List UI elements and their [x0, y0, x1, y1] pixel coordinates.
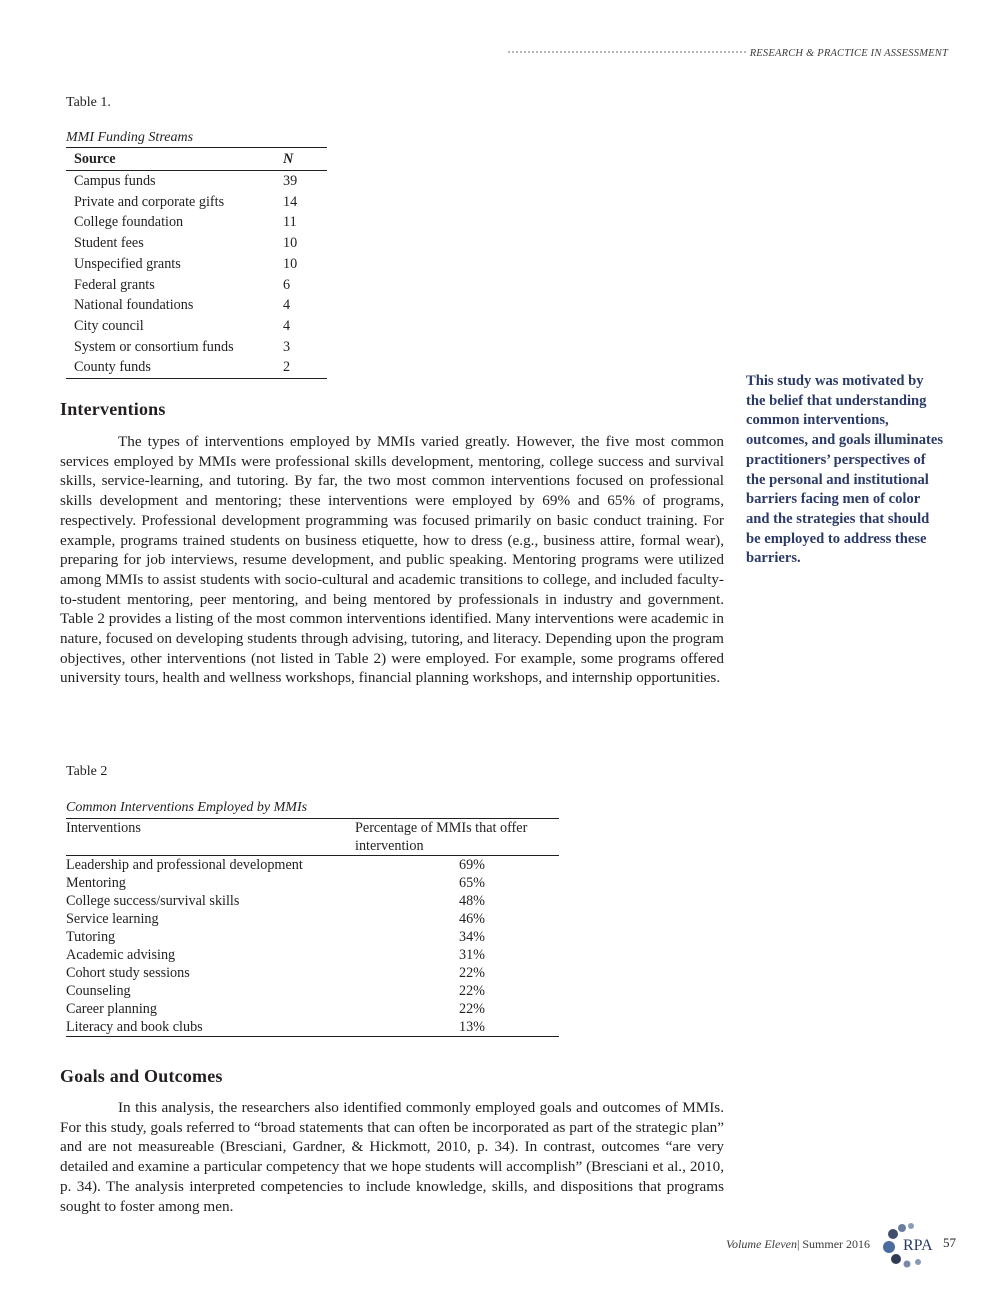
table1-cell: 4: [283, 297, 291, 314]
table2-row: [66, 964, 559, 982]
table2-cell: Leadership and professional development: [66, 857, 303, 873]
table2-row: [66, 946, 559, 964]
section-heading-goals-outcomes: Goals and Outcomes: [60, 1066, 223, 1086]
table1-cell: 11: [283, 214, 297, 231]
footer-volume: Volume Eleven: [726, 1237, 797, 1251]
table2-cell: 31%: [458, 947, 485, 963]
goals-outcomes-paragraph-text: In this analysis, the researchers also identified commonly employed goals and outcomes of MMIs. For this study, goals referred to “broad statements that can often be incorporated as part of the strategic plan” and are not measureable (Bresciani, Gardner, & Hickmott, 2010, p. 34). In contrast, outcomes “are very detailed and examine a particular competency that we hope students will accomplish” (Bresciani et al., 2010, p. 34). The analysis interpreted competencies to include knowledge, skills, and dispositions that programs sought to foster among men.: [60, 1099, 724, 1215]
table1-row: [66, 254, 327, 275]
logo-dot: [883, 1241, 895, 1253]
goals-outcomes-paragraph: [60, 1098, 724, 1216]
table2-cell: 48%: [458, 893, 485, 909]
table1-row: [66, 357, 327, 378]
table1-row: [66, 233, 327, 254]
table1-row: [66, 171, 327, 192]
table1-row: [66, 337, 327, 358]
table1-cell: College foundation: [74, 214, 184, 231]
table1-cell: 3: [283, 338, 291, 355]
table2-col-percentage: Percentage of MMIs that offer intervention: [355, 819, 559, 856]
interventions-paragraph-text: The types of interventions employed by MMIs varied greatly. However, the five most common services employed by MMIs were professional skills development, mentoring, college success and survival skills, service-learning, and tutoring. By far, the two most common interventions focused on professional skills development and mentoring; these interventions were employed by 69% and 65% of programs, respectively. Professional development programming was focused primarily on basic conduct training. For example, programs trained students on business etiquette, how to dress (e.g., business attire, formal wear), preparing for job interviews, resume development, and public speaking. Mentoring programs were utilized among MMIs to assist students with socio-cultural and academic transitions to college, and included faculty-to-student mentoring, peer mentoring, and being mentored by professionals in industry and government. Table 2 provides a listing of the most common interventions identified. Many interventions were academic in nature, focused on developing students through advising, tutoring, and literacy. Depending upon the program objectives, other interventions (not listed in Table 2) were employed. For example, some programs offered university tours, health and wellness workshops, financial planning workshops, and internship opportunities.: [60, 433, 724, 687]
table2-cell: 22%: [458, 1001, 485, 1017]
table2-cell: 34%: [458, 929, 485, 945]
table2-cell: Literacy and book clubs: [66, 1019, 203, 1035]
table2-title: Common Interventions Employed by MMIs: [66, 800, 308, 815]
logo-dot: [898, 1224, 906, 1232]
table2-cell: 13%: [458, 1019, 485, 1035]
table1-cell: System or consortium funds: [74, 338, 234, 355]
footer-issue: [726, 1237, 870, 1252]
logo-dot: [888, 1229, 898, 1239]
table2-col-interventions: Interventions: [66, 819, 355, 856]
table1-cell: Unspecified grants: [74, 255, 181, 272]
logo-dot: [891, 1254, 901, 1264]
table2-cell: Counseling: [66, 983, 131, 999]
table1-cell: Campus funds: [74, 173, 156, 189]
table2-row: [66, 1018, 559, 1037]
table1-cell: 10: [283, 255, 298, 272]
table2-cell: 69%: [458, 857, 485, 873]
table2-header-row: [66, 819, 559, 856]
rpa-logo-icon: [880, 1222, 936, 1268]
table2-cell: 65%: [458, 875, 485, 891]
table1-label: Table 1.: [66, 95, 111, 110]
table1-cell: Private and corporate gifts: [74, 193, 225, 210]
interventions-paragraph: [60, 432, 724, 688]
table1-row: [66, 295, 327, 316]
table2-cell: Service learning: [66, 911, 159, 927]
table2-body: [66, 856, 559, 1037]
table1-col-source: Source: [66, 148, 283, 171]
table1-cell: City council: [74, 317, 144, 334]
table1-row: [66, 316, 327, 337]
logo-dot: [915, 1259, 921, 1265]
table2-cell: Mentoring: [66, 875, 126, 891]
logo-dot: [908, 1223, 914, 1229]
table2-cell: Academic advising: [66, 947, 176, 963]
logo-dot: [904, 1261, 911, 1268]
table2-row: [66, 874, 559, 892]
page-number: 57: [943, 1235, 956, 1250]
footer-season: Summer 2016: [802, 1237, 871, 1251]
table1-cell: National foundations: [74, 297, 194, 314]
table1-cell: Federal grants: [74, 276, 155, 293]
table1-col-n: N: [283, 148, 327, 171]
table2-cell: Career planning: [66, 1001, 157, 1017]
table2-cell: 22%: [458, 965, 485, 981]
table1-header-row: [66, 148, 327, 171]
table2-cell: 22%: [458, 983, 485, 999]
table2-row: [66, 910, 559, 928]
table1-title: MMI Funding Streams: [66, 130, 194, 145]
table1-cell: County funds: [74, 359, 151, 376]
table1-cell: 6: [283, 276, 291, 293]
running-header: [508, 48, 948, 59]
table2-row: [66, 982, 559, 1000]
table2: [66, 818, 559, 1037]
table1-row: [66, 192, 327, 213]
running-title: RESEARCH & PRACTICE IN ASSESSMENT: [749, 48, 948, 59]
table1-cell: Student fees: [74, 235, 144, 252]
table2-cell: Cohort study sessions: [66, 965, 190, 981]
table2-cell: Tutoring: [66, 929, 116, 945]
table2-label: Table 2: [66, 764, 108, 779]
table1-body: [66, 171, 327, 379]
table2-row: [66, 856, 559, 875]
table1-row: [66, 275, 327, 296]
section-heading-interventions: Interventions: [60, 399, 166, 419]
pull-quote: This study was motivated by the belief that understanding common interventions, outcomes, and goals illuminates practitioners’ perspectives of the personal and institutional barriers facing men of color and the strategies that should be employed to address these barriers.: [746, 373, 944, 567]
table2-row: [66, 892, 559, 910]
table1-cell: 2: [283, 359, 291, 376]
table1-cell: 4: [283, 317, 291, 334]
footer-separator: |: [796, 1237, 800, 1251]
table2-cell: College success/survival skills: [66, 893, 240, 909]
dotted-rule: [508, 51, 746, 53]
table1-cell: 10: [283, 235, 298, 252]
table2-row: [66, 1000, 559, 1018]
logo-text: RPA: [903, 1237, 933, 1254]
table2-cell: 46%: [458, 911, 485, 927]
table1-cell: 39: [283, 173, 298, 189]
table2-row: [66, 928, 559, 946]
table1-row: [66, 212, 327, 233]
table1: [66, 147, 327, 379]
table1-cell: 14: [283, 193, 298, 210]
